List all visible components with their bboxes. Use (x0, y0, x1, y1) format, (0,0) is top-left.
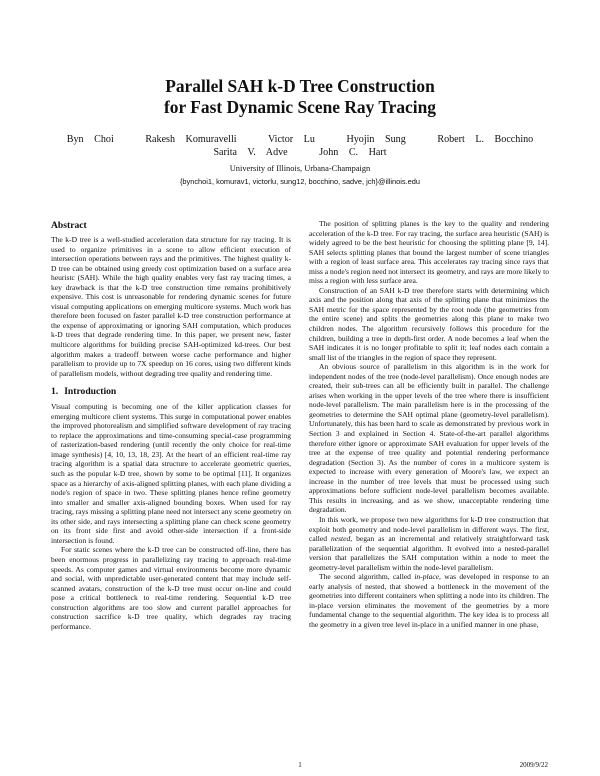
author-list (0, 133, 600, 159)
affiliation: University of Illinois, Urbana-Champaign (229, 164, 371, 173)
authors-line-2: Sarita V. Adve John C. Hart (213, 147, 387, 158)
p4-part-a: In this work, we propose two new algorithms for k-D tree construction that exploit both geometry and node-level parallelism in different ways. The first, called (309, 514, 549, 544)
p5-emphasis: in-place (414, 572, 440, 582)
section-title: Introduction (64, 386, 117, 398)
email-list: {bynchoi1, komurav1, victorlu, sung12, bocchino, sadve, jch}@illinois.edu (179, 177, 421, 186)
p5-part-b: , was developed in response to an early analysis of nested, that showed a bottleneck in the movement of the geometries into different containers when splitting a node into its children. The in-place version eliminates the movement of the geometries by a more fundamental change to the sequential algorithm. The key idea is to process all the geometry in a given tree level in-place in a unified manner in one phase, (309, 572, 550, 629)
introduction-heading (51, 385, 291, 398)
title-line-2: for Fast Dynamic Scene Ray Tracing (164, 97, 436, 117)
left-column (51, 219, 291, 631)
intro-paragraph-2: For static scenes where the k-D tree can be constructed off-line, there has been enormous progress in parallelizing ray tracing to approach real-time speeds. As computer games and virtual environments become more dynamic and social, with unpredictable user-generated content that may include self-scanned avatars, construction of the k-D tree must occur on-line and could pose a critical bottleneck to real-time rendering. Sequential k-D tree construction algorithms are too slow and current parallel approaches for construction sacrifice k-D tree quality, which degrades ray tracing performance. (51, 545, 291, 631)
right-paragraph-3: An obvious source of parallelism in this algorithm is in the work for independent nodes of the tree (node-level parallelism). Once enough nodes are created, their sub-trees can all be efficiently built in parallel. The challenge arises when working in the upper levels of the tree where there is insufficient node-level parallelism. The main parallelism here is in the processing of the geometries to determine the SAH optimal plane (geometry-level parallelism). Unfortunately, this has been hard to scale as demonstrated by previous work in Section 3 and explained in Section 4. State-of-the-art parallel algorithms therefore either ignore or approximate SAH evaluation for upper levels of the tree at the expense of tree quality and potential rendering performance degradation (Section 3). As the number of cores in a multicore system is expected to increase with every generation of Moore's law, we expect an increase in the number of tree levels that must be processed using such approximations before sufficient node-level parallelism becomes available. This results in increasing, and as we show, unacceptable rendering time degradation. (309, 362, 549, 515)
p4-part-b: , began as an incremental and relatively straightforward task parallelization of the sequential algorithm. It evolved into a nested-parallel version that parallelizes the SAH computation within a node to meet the geometry-level parallelism within the node-level parallelism. (309, 534, 549, 572)
paper-title (0, 76, 600, 118)
intro-paragraph-1: Visual computing is becoming one of the killer application classes for emerging multicore client systems. This surge in computational power enables the improved photorealism and simplified software development of ray tracing to replace the approximations and time-consuming special-case programming of rasterization-based rendering (until recently the only choice for real-time image synthesis) [4, 10, 13, 18, 23]. At the heart of an efficient real-time ray tracing algorithm is a spatial data structure to accelerate geometric queries, such as the popular k-D tree, shown by some to be optimal [11]. It organizes space as a hierarchy of axis-aligned splitting planes, with each plane dividing a node's region of space in two. These splitting planes hence refine geometry into smaller and smaller axis-aligned bounding boxes. When used for ray tracing, rays missing a splitting plane need not intersect any scene geometry on its other side, and rays intersecting a splitting plane can check scene geometry on its front side first and avoid other-side intersection if a front-side intersection is found. (51, 402, 291, 545)
right-paragraph-2: Construction of an SAH k-D tree therefore starts with determining which axis and the position along that axis of the splitting plane that minimizes the SAH metric for the space represented by the root node (the geometries from the entire scene) and splits the geometries along this plane to make two children nodes. The algorithm recursively follows this procedure for the children, building a tree in depth-first order. A node becomes a leaf when the SAH indicates it is no longer profitable to split it; leaf nodes each contain a small list of the triangles in the region of space they represent. (309, 285, 549, 362)
right-paragraph-1: The position of splitting planes is the key to the quality and rendering acceleration of the k-D tree. For ray tracing, the surface area heuristic (SAH) is widely agreed to be the best heuristic for choosing the splitting plane [9, 14]. SAH selects splitting planes that bound the largest number of scene triangles with a region of least surface area. This accelerates ray tracing since rays that miss a node's region need not intersect its geometry, and rays are more likely to miss a region with less surface area. (309, 219, 549, 286)
footer-date: 2009/9/22 (519, 761, 548, 769)
right-paragraph-5 (309, 572, 549, 629)
title-line-1: Parallel SAH k-D Tree Construction (165, 76, 435, 96)
p5-part-a: The second algorithm, called (319, 572, 415, 582)
abstract-heading: Abstract (51, 220, 87, 231)
authors-line-1: Byn Choi Rakesh Komuravelli Victor Lu Hyojin Sung Robert L. Bocchino (66, 134, 534, 145)
abstract-text: The k-D tree is a well-studied acceleration data structure for ray tracing. It is used to organize primitives in a scene to allow efficient execution of intersection operations between rays and the primitives. The highest quality k-D tree can be obtained using greedy cost optimization based on a surface area heuristc (SAH). While the high quality enables very fast ray tracing times, a key drawback is that the k-D tree construction time remains prohibitively expensive. This cost is unreasonable for rendering dynamic scenes for future visual computing applications on emerging multicore systems. Much work has therefore been focused on faster parallel k-D tree construction performance at the expense of approximating or ignoring SAH computation, which produces k-D trees that degrade rendering time. In this paper, we present new, faster multicore algorithms for building precise SAH-optimized kd-trees. Our best algorithm makes a tradeoff between worse cache performance and higher parallelism to provide up to 7X speedup on 16 cores, using two different kinds of parallelism models, without degrading tree quality and rendering time. (51, 235, 291, 378)
section-number: 1. (51, 386, 59, 398)
right-column (309, 219, 549, 630)
page-number: 1 (298, 761, 302, 769)
right-paragraph-4 (309, 515, 549, 572)
p4-emphasis: nested (330, 534, 351, 544)
